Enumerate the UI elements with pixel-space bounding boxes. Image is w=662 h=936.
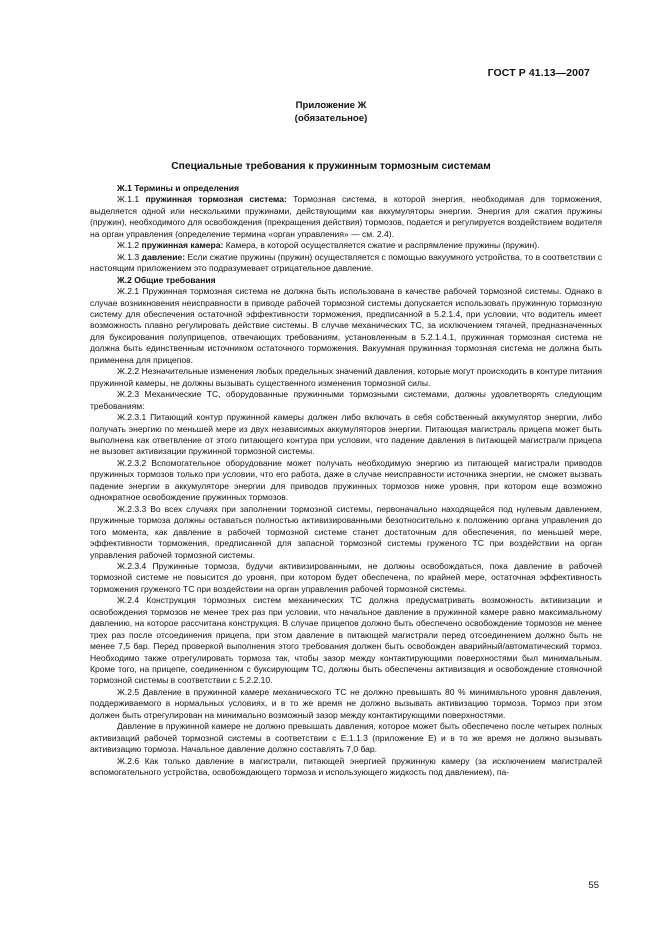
- paragraph-zh-2-1: Ж.2.1 Пружинная тормозная система не должна быть использована в качестве рабочей тормозной системы. Однако в случае возникновения неисправности в приводе рабочей тормозной системы допускается использовать пружинную тормозную систему для обеспечения остаточной эффективности торможения, предписанной в 5.2.1.4, при условии, что водитель имеет возможность плавно регулировать действие системы. В случае механических ТС, за исключением тягачей, предназначенных для буксирования полуприцепов, отвечающих требованиям, установленным в 5.2.1.4.1, пружинная тормозная система не должна быть единственным источником остаточного торможения. Вакуумная пружинная тормозная система не должна быть применена для прицепов.: [90, 286, 602, 365]
- paragraph-number: Ж.1.3: [117, 251, 142, 262]
- paragraph-number: Ж.1.1: [117, 194, 146, 205]
- paragraph-zh-2-3: Ж.2.3 Механические ТС, оборудованные пружинными тормозными системами, должны удовлетворять следующим требованиям:: [90, 389, 602, 411]
- appendix-title: Приложение Ж: [295, 100, 367, 111]
- page-number: 55: [588, 880, 599, 891]
- paragraph-text: Тормозная система, в которой энергия, необходимая для торможения, выделяется одной или несколькими пружинами, действующими как аккумуляторы энергии. Энергия для сжатия пружины (пружин), необходимого для освобождения (прекращения действия) тормозов, подается и регулируется воздействием водителя на орган управления (определение термина «орган управления» — см. 2.4).: [90, 194, 603, 239]
- paragraph-zh-1-2: [90, 240, 602, 251]
- paragraph-zh-2-4: Ж.2.4 Конструкция тормозных систем механических ТС должна предусматривать возможность активизации и освобождения тормозов не менее трех раз при условии, что начальное давление в пружинной камере равно максимальному давлению, на которое рассчитана конструкция. В случае прицепов должно быть обеспечено освобождение тормозов не менее трех раз после отсоединения прицепа, при этом давление в питающей магистрали перед отсоединением должно быть не менее 7,5 бар. Перед проверкой выполнения этого требования должен быть освобожден аварийный/автоматический тормоз. Необходимо также отрегулировать тормоза так, чтобы зазор между контактирующими поверхностями был минимальным. Кроме того, на прицепе, соединенном с буксирующим ТС, должны быть обеспечены активизация и освобождение стояночной тормозной системы в соответствии с 5.2.2.10.: [90, 595, 602, 686]
- term: пружинная камера:: [141, 240, 224, 251]
- paragraph-zh-2-3-1: Ж.2.3.1 Питающий контур пружинной камеры должен либо включать в себя собственный аккумулятор энергии, либо получать энергию по меньшей мере из двух независимых аккумуляторов энергии. Питающая магистраль прицепа может быть выполнена как ответвление от этого питающего контура при условии, что падение давления в питающей магистрали прицепа не вызовет активизации пружинной тормозной системы.: [90, 412, 602, 457]
- paragraph-zh-1-1: [90, 194, 602, 240]
- paragraph-text: Если сжатие пружины (пружин) осуществляется с помощью вакуумного устройства, то в соответствии с настоящим приложением это подразумевает отрицательное давление.: [90, 251, 602, 274]
- paragraph-zh-2-3-3: Ж.2.3.3 Во всех случаях при заполнении тормозной системы, первоначально находящейся под нулевым давлением, пружинные тормоза должны оставаться полностью активизированными безотносительно к положению органа управления до того момента, как давление в рабочей тормозной системе станет достаточным для обеспечения, по меньшей мере, эффективности торможения, предписанной для запасной тормозной системы груженого ТС при воздействии на орган управления рабочей тормозной системы.: [90, 503, 602, 560]
- paragraph-zh-2-6: Ж.2.6 Как только давление в магистрали, питающей энергией пружинную камеру (за исключением магистралей вспомогательного устройства, освобождающего тормоза и использующего жидкость под давлением), па-: [90, 755, 602, 778]
- paragraph-zh-2-3-4: Ж.2.3.4 Пружинные тормоза, будучи активизированными, не должны освобождаться, пока давление в рабочей тормозной системе не повысится до уровня, при котором будет обеспечена, по крайней мере, остаточная эффективность торможения груженого ТС при воздействии на орган управления рабочей тормозной системы.: [90, 560, 602, 594]
- paragraph-zh-2-5-cont: Давление в пружинной камере не должно превышать давления, которое может быть обеспечено после четырех полных активизаций рабочей тормозной системы в соответствии с Е.1.1.3 (приложение Е) и в то же время не должно вызывать активизацию тормоза. Начальное давление должно составлять 7,0 бар.: [90, 721, 602, 755]
- paragraph-zh-2-2: Ж.2.2 Незначительные изменения любых предельных значений давления, которые могут происходить в контуре питания пружинной камеры, не должны вызывать существенного изменения тормозной силы.: [90, 366, 602, 388]
- paragraph-zh-2-3-2: Ж.2.3.2 Вспомогательное оборудование может получать необходимую энергию из питающей магистрали приводов пружинных тормозов только при условии, что его работа, даже в случае неисправности источника энергии, не сможет вызвать падение энергии в аккумуляторе энергии для приводов пружинных тормозов ниже уровня, при котором еще возможно однократное освобождение пружинных тормозов.: [90, 457, 602, 503]
- term: давление:: [141, 251, 186, 262]
- standard-code: ГОСТ Р 41.13—2007: [487, 67, 590, 79]
- appendix-note: (обязательное): [294, 112, 368, 124]
- term: пружинная тормозная система:: [145, 194, 287, 205]
- heading-terms: Ж.1 Термины и определения: [117, 183, 239, 193]
- paragraph-zh-2-5: Ж.2.5 Давление в пружинной камере механического ТС не должно превышать 80 % минимального уровня давления, поддерживаемого в нормальных условиях, и в то же время не должно вызывать активизацию тормоза. Тормоз при этом должен быть отрегулирован на минимально возможный зазор между контактирующими поверхностями.: [90, 686, 602, 720]
- heading-general: Ж.2 Общие требования: [117, 274, 216, 285]
- paragraph-text: Камера, в которой осуществляется сжатие и распрямление пружины (пружин).: [223, 240, 540, 251]
- document-body: [90, 183, 602, 779]
- paragraph-number: Ж.1.2: [117, 240, 142, 251]
- paragraph-zh-1-3: [90, 252, 602, 275]
- appendix-heading: [0, 100, 662, 125]
- section-title: Специальные требования к пружинным тормозным системам: [171, 161, 491, 172]
